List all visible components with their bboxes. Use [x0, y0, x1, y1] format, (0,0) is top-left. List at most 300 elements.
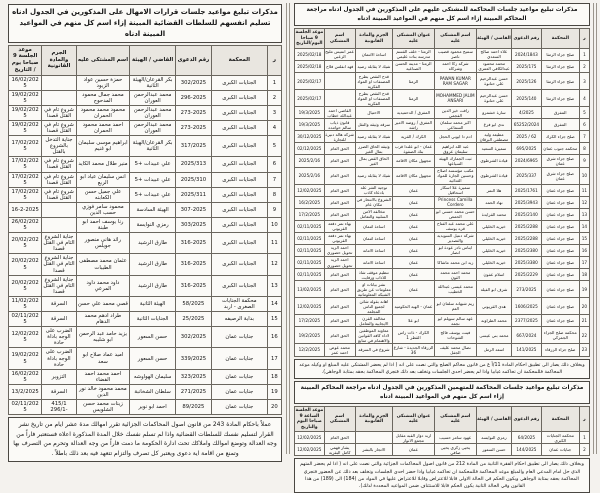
- table-cell: خيرية الخليلي: [476, 244, 511, 256]
- table-cell: محمد عيسى عبدالله الخطيب: [434, 281, 476, 298]
- table-cell: 4: [267, 121, 281, 136]
- table-row: [9, 233, 282, 254]
- table-row: [295, 60, 590, 72]
- table-cell: الزرقاء الجديدة - شارع 36: [393, 344, 434, 355]
- left-footer-note: عملاً باحكام المادة 243 من قانون اصول المحاكمات الجزائية تقرر امهالك مدة عشر ايام من تاريخ نشر القرار لتسليم نفسك للسلطات القضائية واذا لم تسلم نفسك خلال المدة المذكورة اعلاه فستعتبر فاراً من وجه العدالة وتوضع اموالك واملاكك تحت ادارة الحكومة ما دمت فاراً من وجه العدالة وتحرم من التصرف بها وتمنع من اقامة اية دعوى ويعتبر كل تصرف والتزام تتعهد فيه بعد ذلك باطلاً .: [8, 417, 282, 461]
- table-cell: الحق العام: [324, 143, 355, 155]
- table-cell: علي عبيدات +5: [130, 187, 176, 202]
- table-cell: يحيى زكري يحيى صافي: [434, 444, 476, 456]
- table-cell: 19/02/2025: [9, 121, 42, 136]
- table-cell: محمود سامر فوزي حسب الدين: [76, 202, 129, 217]
- table-cell: نهاد الحمد: [476, 196, 511, 208]
- table-row: [295, 119, 590, 131]
- table-row: [9, 384, 282, 399]
- table-cell: بكر القرعان/الهيئة الثانية: [130, 75, 176, 90]
- table-cell: حسن السعور: [130, 327, 176, 348]
- table-cell: هلا النمر: [476, 184, 511, 196]
- table-cell: 12: [579, 196, 589, 208]
- table-cell: الكرك - ذات راس القطر 1: [393, 327, 435, 344]
- table-cell: 7: [267, 172, 281, 187]
- table-cell: طارق الرشيد: [130, 254, 176, 275]
- table-cell: 12/02/2025: [295, 184, 325, 196]
- table-cell: 316-2025: [176, 233, 212, 254]
- table-cell: محكمة الجنايات الصغرى - اربد: [211, 296, 267, 311]
- table-cell: 16-2-2025: [9, 202, 42, 217]
- table-cell: 12/02/2025: [295, 444, 325, 456]
- table-cell: الحق العام: [324, 155, 355, 167]
- table-cell: Princess Camilla Cordero: [434, 196, 476, 208]
- table-cell: الضرب على الوجه باداة حادة: [42, 348, 76, 369]
- table-cell: محمد الطراونة: [476, 315, 511, 327]
- table-cell: وثيقة الحاق الضرر بمال الغير: [355, 143, 392, 155]
- table-cell: 1: [579, 48, 589, 60]
- table-cell: الجنايات الكبرى: [211, 254, 267, 275]
- table-cell: سميرة السعيد: [476, 143, 511, 155]
- table-cell: 17/02/2025: [9, 172, 42, 187]
- table-cell: جنايات عمان: [211, 384, 267, 399]
- table-row: [9, 312, 282, 327]
- table-cell: 13/02/2025: [295, 281, 325, 298]
- table-cell: 2: [579, 60, 589, 72]
- table-cell: تنظيم موقف شاذ للاداب ورفايت: [355, 269, 392, 281]
- table-cell: اميد عماد صلاح ابو سعد: [76, 348, 129, 369]
- column-header: اسم المشتكى عليه: [434, 29, 476, 49]
- table-cell: 5: [579, 107, 589, 119]
- table-cell: 14: [267, 296, 281, 311]
- table-cell: 26/02/2025: [9, 218, 42, 233]
- table-cell: حسن السعور: [130, 348, 176, 369]
- table-cell: [42, 218, 76, 233]
- table-cell: محكمة الجنايات الكبرى: [541, 432, 579, 444]
- right-notice-panel: [292, 3, 592, 489]
- table-cell: 18: [267, 369, 281, 384]
- column-header: المحكمة: [211, 45, 267, 75]
- table-cell: الاتجار بالبشر: [355, 444, 392, 456]
- table-cell: قانون ذياب سالم حوامده: [324, 119, 355, 131]
- table-cell: 2025/2229: [512, 269, 542, 281]
- column-header: اسم المشتكى عليه: [434, 407, 476, 432]
- table-cell: 667/2024: [512, 327, 542, 344]
- table-row: [9, 296, 282, 311]
- column-header: القاضي / الهيئة: [130, 45, 176, 75]
- table-cell: [42, 202, 76, 217]
- table-cell: اهانة بقولة شائن لجميع الناس المجلعة: [355, 298, 392, 315]
- column-header: رقم الدعوى: [512, 407, 542, 432]
- table-cell: 19: [267, 384, 281, 399]
- table-cell: 11/02/2025: [9, 296, 42, 311]
- divider-line: [593, 3, 597, 454]
- table-cell: نشر بيانات او معلومات عن طريق الشبكة المعلوماتية: [356, 281, 391, 297]
- table-cell: الجنايات الكبرى: [211, 275, 267, 296]
- table-row: [9, 348, 282, 369]
- table-cell: 2025/337: [512, 167, 542, 184]
- table-cell: معاونة الموظفين لاداء كافة القوانين والاهتمام في متابع: [355, 327, 392, 344]
- table-cell: 2024/1843: [512, 48, 542, 60]
- table-cell: الحق العام: [324, 184, 355, 196]
- table-cell: شروع تام في القتل قصدا: [42, 157, 76, 172]
- table-cell: 2025/2/16: [295, 155, 325, 167]
- table-cell: جناية الشروع التام في القتل قصدا: [43, 276, 75, 295]
- table-cell: عمان: [393, 208, 435, 220]
- table-cell: اسعد الرمل: [476, 344, 511, 356]
- table-cell: 695/2025: [512, 143, 542, 155]
- table-cell: السرقة: [42, 296, 76, 311]
- table-cell: شركة هالة دنيرة للتجارة: [325, 131, 354, 142]
- table-cell: 14: [579, 220, 589, 232]
- table-cell: جنايات عمان: [211, 348, 267, 369]
- table-cell: حسن محمد حسني ابو الحمص: [436, 209, 475, 220]
- table-cell: صلح جزاء الرمثا: [541, 48, 579, 60]
- table-cell: صلح جزاء شرق عمان: [541, 167, 579, 184]
- table-cell: التزوير: [42, 369, 76, 384]
- table-cell: الجنايات الكبرى: [211, 187, 267, 202]
- table-cell: 13/2/2025: [9, 384, 42, 399]
- table-cell: 16/2/2025: [295, 196, 325, 208]
- column-header: المحكمة: [541, 29, 579, 49]
- table-cell: شروع تام في القتل قصدا: [42, 121, 76, 136]
- table-cell: 58/2025: [176, 296, 212, 311]
- table-row: [9, 369, 282, 384]
- table-cell: 2025/02/17: [295, 90, 325, 107]
- table-cell: محمد جمال محمود المدحوج: [76, 90, 129, 105]
- table-row: [295, 208, 590, 220]
- table-cell: قصي محمد علي حسن: [76, 296, 129, 311]
- table-cell: عبد الله ابراهيم سليمان عروق: [434, 143, 476, 155]
- table-row: [295, 90, 590, 107]
- column-header: المحكمة: [541, 407, 579, 432]
- table-cell: 5: [267, 136, 281, 157]
- table-cell: 19/02/2025: [9, 90, 42, 105]
- table-cell: 19: [579, 281, 589, 298]
- table-cell: عهد سالم سويلم ابو نجمة: [434, 315, 476, 327]
- table-cell: 273/2025: [512, 281, 542, 298]
- table-cell: رائد هاني منصور جويلس: [76, 233, 129, 254]
- table-cell: اسلام عفون: [476, 269, 511, 281]
- table-cell: الاحتيال: [355, 107, 392, 119]
- table-cell: 17/2/2025: [295, 208, 325, 220]
- table-row: [295, 167, 590, 184]
- table-cell: 317/2025: [176, 136, 212, 157]
- table-cell: 17/02/2025: [9, 157, 42, 172]
- table-row: [295, 344, 590, 356]
- table-cell: 271/2025: [176, 384, 212, 399]
- table-cell: 12/02/2025: [9, 327, 42, 348]
- table-cell: سميرة علا اسكار اسحاقيل: [434, 184, 476, 196]
- table-cell: الجنايات الكبرى: [211, 157, 267, 172]
- column-header: الجرم والمادة القانونية: [42, 45, 76, 75]
- table-cell: ادم دا ايوبي الحجل: [434, 131, 476, 143]
- table-cell: [324, 90, 355, 107]
- table-cell: 316-2025: [176, 254, 212, 275]
- table-cell: 23: [579, 344, 589, 356]
- table-row: [9, 90, 282, 105]
- table-cell: فينت يوسف فالح الشوحات: [434, 327, 476, 344]
- table-cell: 2377/2025: [512, 315, 542, 327]
- table-cell: 303/2025: [176, 218, 212, 233]
- table-cell: عمان - ابو علندا قرب بنك الصفوة: [393, 143, 435, 155]
- table-cell: يزيد حامد عبد الرحمن ابو شليبه: [76, 327, 129, 348]
- table-cell: سليمان الهواوشه: [130, 369, 176, 384]
- table-cell: الجنايات الكبرى: [211, 233, 267, 254]
- table-cell: 2025/313: [176, 157, 212, 172]
- table-cell: بهاء نمر دفعة القريوتي: [324, 220, 355, 232]
- table-cell: 2025/3380: [512, 256, 542, 268]
- table-cell: 6: [267, 157, 281, 172]
- table-cell: 415/1 -296/1: [42, 399, 76, 414]
- table-cell: 13: [579, 208, 589, 220]
- table-cell: 2025/140: [512, 90, 542, 107]
- table-cell: الجنايات الثانية: [130, 312, 176, 327]
- table-cell: 8: [267, 187, 281, 202]
- column-header: ر: [579, 29, 589, 49]
- table-cell: ايناس نادر عودة ابو انصار: [434, 244, 476, 256]
- imhal-table-head: [9, 45, 282, 75]
- table-cell: صلح جزاء عمان: [541, 244, 579, 256]
- table-cell: جنايات عمان: [211, 399, 267, 414]
- table-row: [9, 327, 282, 348]
- table-cell: شرف ابو الفيلة: [476, 281, 511, 298]
- table-cell: عثمان محمد مصطفى الطيبات: [76, 254, 129, 275]
- table-cell: اساءة الامانة: [355, 244, 392, 256]
- table-cell: قدح النقص بطرح المصنفات او المواد الفكرية: [355, 90, 392, 107]
- table-cell: الحق العام: [324, 269, 355, 281]
- table-cell: خيرية الخليلي: [476, 256, 511, 268]
- table-cell: حسن عبدالرحيم علي حنانوة: [476, 90, 511, 107]
- column-header: اسم المشتكى عليه: [76, 45, 129, 75]
- column-header: موعد الجلسة الساعة 9 صباحا اليوم والتاريخ: [295, 408, 324, 430]
- table-cell: 89/2025: [176, 399, 212, 414]
- table-cell: 302/2025: [176, 75, 212, 90]
- table-cell: 9: [267, 202, 281, 217]
- table-cell: 323/2025: [176, 369, 212, 384]
- table-cell: المفرق: [541, 107, 579, 119]
- table-cell: عمان: [393, 269, 435, 281]
- column-header: عنوان المشتكى عليه: [393, 407, 435, 432]
- table-cell: صلح جزاء عمان: [541, 281, 579, 298]
- column-header: الجرم والمادة القانونية: [355, 407, 392, 432]
- table-cell: صلح جزاء شرق عمان: [541, 155, 579, 167]
- table-cell: 2025/2140: [512, 208, 542, 220]
- table-cell: محمد احمد محمد الثون: [434, 269, 476, 281]
- table-cell: داود محمد داود المرعي: [76, 275, 129, 296]
- table-row: [295, 298, 590, 315]
- table-cell: صلح جزاء عمان: [541, 220, 579, 232]
- accused-table-head: [295, 407, 590, 432]
- column-divider: [284, 3, 292, 454]
- column-header: اسم المشتكي: [324, 407, 355, 432]
- table-cell: احمد محمد احمد الفضاء: [76, 369, 129, 384]
- table-cell: حسن عبدالرحيم علي حنانوة: [476, 73, 511, 90]
- table-cell: 18: [579, 269, 589, 281]
- column-header: موعد الجلسة 9 صباحا اليوم/التاريخ: [295, 30, 324, 47]
- table-cell: 10: [267, 218, 281, 233]
- table-cell: 6: [579, 119, 589, 131]
- table-cell: الجنايات الكبرى: [211, 105, 267, 120]
- right-notice-title-2: مذكرات تبليغ مواعيد جلسات المحاكمة للمتهمين المذكورين في الجدول ادناه مراجعة المحاكم المبينة إزاء اسم كل منهم في المواعيد المبينة ادناه: [294, 381, 590, 404]
- table-cell: فهد انفلس فلاح: [324, 60, 355, 72]
- table-cell: 4: [579, 90, 589, 107]
- table-cell: 296-2025: [176, 90, 212, 105]
- table-row: [295, 155, 590, 167]
- table-cell: علاء احمد صالح السعدي: [476, 48, 511, 60]
- table-cell: اساءة الائتمان: [355, 48, 392, 60]
- table-cell: الجنايات الكبرى: [211, 75, 267, 90]
- table-cell: 13: [267, 275, 281, 296]
- table-cell: محمد محمود عبدالكافي العمري: [476, 60, 511, 72]
- header-row: [295, 29, 590, 49]
- table-cell: 20/02/2025: [9, 254, 42, 275]
- table-cell: زينات محمد حسن الشلويس: [76, 399, 129, 414]
- table-cell: احمد الزيد تحويل حضوري: [324, 244, 355, 256]
- table-cell: 17/2/2025: [295, 315, 325, 327]
- table-cell: 1: [267, 75, 281, 90]
- table-cell: 02/11/2025: [295, 256, 325, 268]
- table-cell: صلح جزاء الزرقاء: [541, 344, 579, 356]
- table-cell: 02/11/2025: [9, 312, 42, 327]
- table-cell: الشروع بالانتحار في مكان عام: [356, 197, 392, 208]
- table-cell: 20/02/2025: [9, 233, 42, 254]
- table-cell: محمد بني عيسى: [476, 327, 511, 344]
- table-cell: 17/02/2025: [9, 136, 42, 157]
- table-cell: صلح جزاء عمان: [541, 232, 579, 244]
- table-cell: محمود محمد محمود الحمران: [76, 105, 129, 120]
- table-cell: عمان: [393, 220, 435, 232]
- table-cell: عمان: [393, 184, 435, 196]
- table-cell: 2025/175: [512, 60, 542, 72]
- table-cell: عمان: [393, 281, 435, 298]
- table-cell: الهيئة الثانية: [130, 296, 176, 311]
- table-cell: جنايات عمان: [541, 444, 579, 456]
- table-cell: 8: [579, 143, 589, 155]
- table-row: [295, 315, 590, 327]
- table-row: [295, 269, 590, 281]
- table-cell: 2025/2/16: [295, 167, 325, 184]
- table-cell: الحق العام: [324, 432, 355, 444]
- accused-table: [294, 406, 590, 456]
- table-cell: 2025/02/18: [295, 60, 325, 72]
- table-cell: الجنايات الكبرى: [211, 218, 267, 233]
- table-cell: علي عبيدات +5: [130, 157, 176, 172]
- table-cell: الحاق القص بمال الغير: [355, 155, 392, 167]
- column-header: الجرم والمادة القانونية: [355, 29, 392, 49]
- table-cell: 2025/2288: [512, 220, 542, 232]
- table-row: [9, 254, 282, 275]
- table-cell: 141/2025: [512, 344, 542, 356]
- table-cell: 9: [579, 155, 589, 167]
- table-cell: 307-2025: [176, 202, 212, 217]
- table-cell: مطيعة وليد مصطفى البرقان: [476, 131, 511, 143]
- table-cell: الضرب على الوجه باداة حادة: [42, 327, 76, 348]
- table-row: [9, 157, 282, 172]
- table-cell: 2024/6965: [512, 155, 542, 167]
- table-cell: 02/11/2025: [295, 232, 325, 244]
- table-cell: جناية الشروع التام في القتل قصدا: [43, 255, 75, 274]
- right-notice-title: مذكرات تبليغ مواعيد جلسات المحاكمة للمشتكى عليهم على المذكورين في الجدول ادناه مراجعة المحاكم المبينة إزاء اسم كل منهم في المواعيد المبينة ادناه: [294, 3, 590, 26]
- table-cell: 21: [579, 315, 589, 327]
- table-cell: شروع تام في القتل قصدا: [42, 172, 76, 187]
- right-note-1: وبخلاف ذلك يصار الى تطبيق احكام المادة 11/أ ع من قانون محاكم الصلح والتي نصت على انه ( اذا لم يحضر المشتكى عليه المبلغ او وكيله موعد المحاكمة فللمحكمة ان تحاكمه غيابيا واذا لم يحضر احدى الجلسات وتخلف بعد ذلك فتجري المحاكمة بحقه بمثابة الوجاهي).: [294, 359, 590, 379]
- table-row: [295, 327, 590, 344]
- table-cell: سلطان الشخانبة: [130, 384, 176, 399]
- table-cell: احمد ابو نوير: [130, 399, 176, 414]
- table-cell: 65252/2024: [512, 119, 542, 131]
- table-row: [295, 196, 590, 208]
- right-note-2: وبخلاف ذلك يصار الى تطبيق احكام الفقرة الثانية من المادة 212 من قانون اصول المحاكمات الجزائية والتي نصت على انه ( اذا لم يحضر المتهم الذي حل امام المدعي العام والمبلغ موعد المحاكمة فللمحكمة ان تحاكمه غيابيا واذا حضر احدى الجلسات وتخلف بعد ذلك عن الحضور فتجري المحاكمة بحقه بمثابة الوجاهي ويكون الحكم في الحالة الاولى قابلا للاعتراض وقابلا للاعتراض عليها في المواد من (184) الى (189) من هذا القانون وفي الحالة الثانية يكون الحكم قابلا للاستئناف ضمن المواعيد المحددة لذلك).: [294, 458, 590, 493]
- table-cell: احمد محمد محمود الحمران: [76, 121, 129, 136]
- table-cell: شيك لا يقابله رصيد: [355, 167, 392, 184]
- table-cell: هدى القريوتي: [476, 298, 511, 315]
- column-header: ر: [267, 45, 281, 75]
- table-cell: بكر القرعان/الهيئة الثانية: [130, 136, 176, 157]
- table-cell: 19/02/2025: [9, 105, 42, 120]
- table-cell: جنايات عمان: [211, 369, 267, 384]
- table-cell: 273-2025: [176, 105, 212, 120]
- table-cell: الرمثا: [393, 73, 435, 90]
- table-cell: 17/02/2025: [9, 187, 42, 202]
- table-cell: 02/11/2025: [9, 399, 42, 414]
- table-cell: علي محمد عبد الفتاح قره يوسف: [434, 220, 476, 232]
- table-cell: 2025/02/17: [295, 73, 325, 90]
- imhal-table: [8, 45, 282, 416]
- table-cell: الحق العام: [324, 315, 355, 327]
- table-cell: عمان: [393, 444, 435, 456]
- table-cell: MOHAMMED JALIM ANSARI: [434, 90, 476, 107]
- left-notice-title: مذكرات تبليغ مواعيد جلسات قرارات الامهال على المذكورين في الجدول ادناه تسليم انفسهم للسلطات القضائية المبينة إزاء اسم كل منهم في المواعيد المبينة ادناه: [8, 4, 282, 43]
- table-cell: صلح جزاء الرمثا: [541, 90, 579, 107]
- table-cell: الحق العام: [324, 281, 355, 298]
- table-cell: محمد عبدالرحمن العوران: [130, 90, 176, 105]
- table-cell: محكمة صلح الجزاء الجمركي: [541, 327, 579, 344]
- table-cell: 1: [579, 432, 589, 444]
- table-cell: علي جميل حسن الكعابنه: [76, 187, 129, 202]
- table-cell: 02/11/2025: [295, 220, 325, 232]
- table-cell: بداية الرصيفه: [211, 312, 267, 327]
- table-cell: 62 / 2025: [512, 131, 542, 143]
- table-row: [9, 187, 282, 202]
- table-cell: مخالفة القرن الايجابية والتعامل: [355, 315, 392, 327]
- table-cell: توجيه الشر عله بادعاء كاذب: [355, 184, 392, 196]
- table-cell: صلح جزاء عمان: [541, 269, 579, 281]
- table-row: [295, 143, 590, 155]
- trial-table: [294, 28, 590, 356]
- table-cell: عمان: [393, 244, 435, 256]
- table-cell: شيك لا يقابله رصيد: [355, 131, 392, 143]
- table-cell: عهود سامر حسيب: [434, 432, 476, 444]
- table-cell: 15: [579, 232, 589, 244]
- table-cell: الجنايات الكبرى: [211, 136, 267, 157]
- column-header: اسم المشتكي: [324, 29, 355, 49]
- table-cell: 12/2/2025: [295, 344, 325, 356]
- header-row: [9, 45, 282, 75]
- table-cell: محمد عوض احمد عمر: [324, 344, 355, 356]
- table-cell: اساءة الامانة: [355, 256, 392, 268]
- table-cell: الجنايات الكبرى: [211, 202, 267, 217]
- table-cell: صلح جزاء عمان: [541, 298, 579, 315]
- table-cell: مخالفة الامن السلبية والتعامل: [355, 208, 392, 220]
- table-cell: الرمثا - مدينة الحسن الصناعية: [393, 60, 435, 72]
- table-cell: صلح جزاء عمان: [541, 196, 579, 208]
- table-cell: 2025/310: [176, 172, 212, 187]
- table-cell: جناية التدخل بالشروع بالقتل: [42, 136, 76, 157]
- table-cell: الكرك / القرية: [393, 131, 435, 143]
- table-row: [295, 107, 590, 119]
- table-cell: 20: [267, 399, 281, 414]
- table-cell: صلح جزاء الكرك: [541, 131, 579, 143]
- table-cell: 02/11/2025: [295, 269, 325, 281]
- table-cell: 2025/3943: [512, 196, 542, 208]
- table-cell: 19/02/2025: [9, 348, 42, 369]
- table-cell: ابو علا: [393, 315, 435, 327]
